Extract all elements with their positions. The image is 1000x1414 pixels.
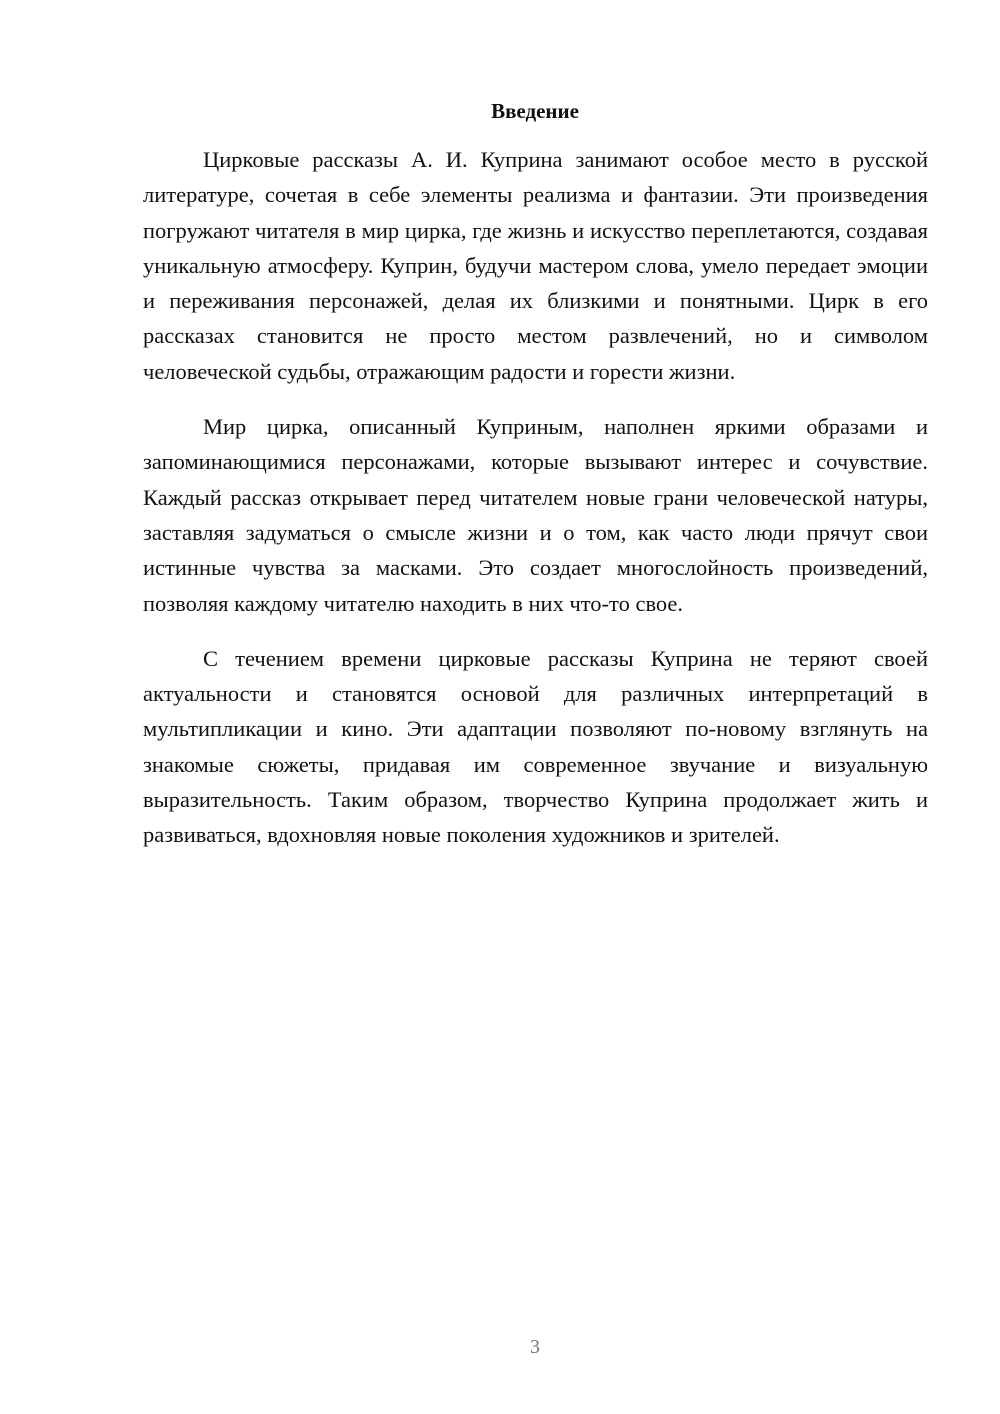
paragraph-1: Цирковые рассказы А. И. Куприна занимают особое место в русской литературе, сочетая в себе элементы реализма и фантазии. Эти произведения погружают читателя в мир цирка, где жизнь и искусство переплетаются, создавая уникальную атмосферу. Куприн, будучи мастером слова, умело передает эмоции и переживания персонажей, делая их близкими и понятными. Цирк в его рассказах становится не просто местом развлечений, но и символом человеческой судьбы, отражающим радости и горести жизни. (143, 147, 928, 384)
paragraph-2: Мир цирка, описанный Куприным, наполнен яркими образами и запоминающимися персонажами, которые вызывают интерес и сочувствие. Каждый рассказ открывает перед читателем новые грани человеческой натуры, заставляя задуматься о смысле жизни и о том, как часто люди прячут свои истинные чувства за масками. Это создает многослойность произведений, позволяя каждому читателю находить в них что-то свое. (143, 414, 928, 616)
paragraph-3: С течением времени цирковые рассказы Куприна не теряют своей актуальности и становятся основой для различных интерпретаций в мультипликации и кино. Эти адаптации позволяют по-новому взглянуть на знакомые сюжеты, придавая им современное звучание и визуальную выразительность. Таким образом, творчество Куприна продолжает жить и развиваться, вдохновляя новые поколения художников и зрителей. (143, 645, 928, 848)
body-text (143, 142, 928, 873)
section-title: Введение (491, 99, 579, 123)
page-number: 3 (530, 1336, 540, 1358)
